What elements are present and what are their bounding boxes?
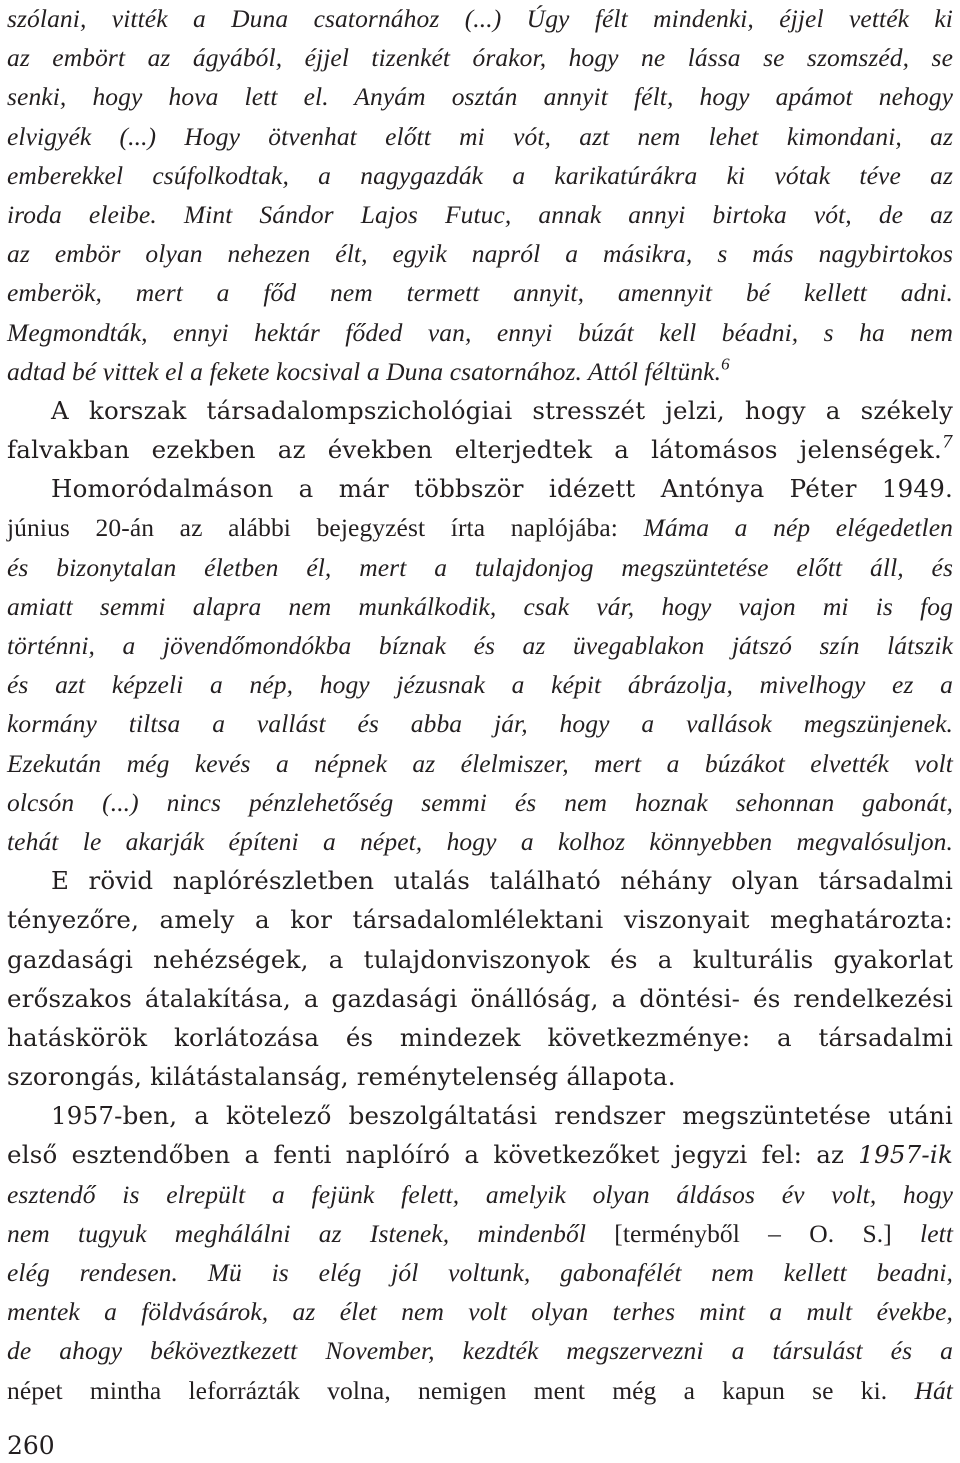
text-line: Ezekután még kevés a népnek az élelmiszer, mert a búzákot elvették volt xyxy=(7,748,953,778)
text-line: iroda eleibe. Mint Sándor Lajos Futuc, annak annyi birtoka vót, de az xyxy=(7,199,953,229)
text-run-italic: 1957-ik xyxy=(858,1140,953,1170)
text-run-editorial-insert: [terményből – O. S.] xyxy=(614,1218,892,1248)
paragraph-stress xyxy=(7,391,953,861)
text-run: adtad bé vittek el a fekete kocsival a Duna csatornához. Attól féltünk. xyxy=(7,356,722,386)
text-line: és azt képzeli a nép, hogy jézusnak a képit ábrázolja, mivelhogy ez a xyxy=(7,670,953,700)
text-line: hatáskörök korlátozása és mindezek következménye: a társadalmi xyxy=(7,1022,953,1052)
text-line: mentek a földvásárok, az élet nem volt olyan terhes mint a mult évekbe, xyxy=(7,1297,953,1327)
text-line: szorongás, kilátástalanság, reménytelenség állapota. xyxy=(7,1062,676,1092)
text-line: esztendő is elrepült a fejünk felett, amelyik olyan áldásos év volt, hogy xyxy=(7,1179,953,1209)
text-line: az embört az ágyából, éjjel tizenkét órakor, hogy ne lássa se szomszéd, se xyxy=(7,43,953,73)
text-run-italic: nem tugyuk meghálálni az Istenek, mindenből xyxy=(7,1218,615,1248)
text-run: első esztendőben a fenti naplóíró a következőket jegyzi fel: az xyxy=(7,1140,859,1170)
paragraph-1957 xyxy=(7,1096,953,1410)
document-page xyxy=(7,0,953,1410)
text-run-italic: Hát xyxy=(914,1375,953,1405)
footnote-marker: 7 xyxy=(941,432,953,453)
text-line: erőszakos átalakítása, a gazdasági önállóság, a döntési- és rendelkezési xyxy=(7,983,953,1013)
text-line xyxy=(7,1214,953,1253)
text-run-italic: lett xyxy=(891,1218,954,1248)
text-line: elvigyék (...) Hogy ötvenhat előtt mi vót, azt nem lehet kimondani, az xyxy=(7,121,953,151)
text-line: amiatt semmi alapra nem munkálkodik, csak vár, hogy vajon mi is fog xyxy=(7,591,953,621)
text-run: népet mintha leforrázták volna, nemigen ment még a kapun se ki. xyxy=(7,1375,915,1405)
text-line: E rövid naplórészletben utalás található néhány olyan társadalmi xyxy=(51,866,953,896)
text-line xyxy=(7,508,953,547)
text-run: június 20-án az alábbi bejegyzést írta naplójába: xyxy=(7,513,644,543)
text-line: olcsón (...) nincs pénzlehetőség semmi és nem hoznak sehonnan gabonát, xyxy=(7,787,953,817)
quoted-interview-block xyxy=(7,0,953,391)
text-line: emberekkel csúfolkodtak, a nagygazdák a karikatúrákra ki vótak téve az xyxy=(7,160,953,190)
text-line: senki, hogy hova lett el. Anyám osztán annyit félt, hogy apámot nehogy xyxy=(7,82,953,112)
text-line: A korszak társadalompszichológiai stresszét jelzi, hogy a székely xyxy=(51,395,953,425)
text-line: elég rendesen. Mü is elég jól voltunk, gabonafélét nem kellett beadni, xyxy=(7,1258,953,1287)
text-line xyxy=(7,352,953,391)
paragraph-diary-analysis xyxy=(7,861,953,1096)
text-run-italic: Máma a nép elégedetlen xyxy=(643,513,953,543)
text-line: de ahogy béköveztkezett November, kezdték megszervezni a társulást és a xyxy=(7,1336,953,1366)
page-number: 260 xyxy=(7,1431,55,1460)
text-line xyxy=(7,1371,953,1410)
text-run: falvakban ezekben az években elterjedtek a látomásos jelenségek. xyxy=(7,435,942,465)
text-line: emberök, mert a főd nem termett annyit, amennyit bé kellett adni. xyxy=(7,278,953,308)
text-line: Megmondták, ennyi hektár főded van, ennyi búzát kell béadni, s ha nem xyxy=(7,317,953,347)
text-line xyxy=(7,430,953,469)
footnote-marker: 6 xyxy=(721,354,730,374)
text-line: 1957-ben, a kötelező beszolgáltatási rendszer megszüntetése utáni xyxy=(51,1101,953,1131)
text-line: gazdasági nehézségek, a tulajdonviszonyok és a kulturális gyakorlat xyxy=(7,944,953,974)
text-line: tehát le akarják építeni a népet, hogy a kolhoz könnyebben megvalósuljon. xyxy=(7,826,953,856)
text-line: történni, a jövendőmondókba bíznak és az üvegablakon játszó szín látszik xyxy=(7,631,953,660)
text-line xyxy=(7,1135,953,1174)
text-line: az embör olyan nehezen élt, egyik napról a másikra, s más nagybirtokos xyxy=(7,239,953,269)
text-line: szólani, vitték a Duna csatornához (...) Úgy félt mindenki, éjjel vették ki xyxy=(7,4,953,33)
text-line: tényezőre, amely a kor társadalomlélektani viszonyait meghatározta: xyxy=(7,905,953,935)
text-line: Homoródalmáson a már többször idézett Antónya Péter 1949. xyxy=(51,474,953,504)
text-line: és bizonytalan életben él, mert a tulajdonjog megszüntetése előtt áll, és xyxy=(7,552,953,582)
text-line: kormány tiltsa a vallást és abba jár, hogy a vallások megszünjenek. xyxy=(7,709,953,739)
